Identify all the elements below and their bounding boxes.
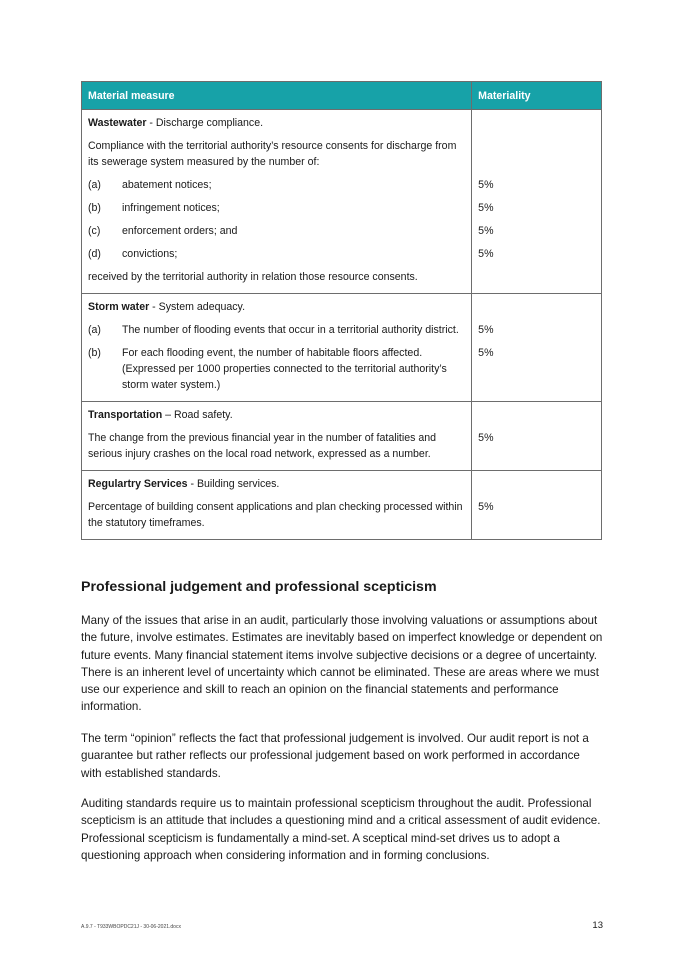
table-row [82,170,602,193]
wastewater-outro: received by the territorial authority in relation those resource consents. [82,262,472,294]
regulatory-title: Regulartry Services [88,478,188,490]
list-item: (a) abatement notices; [88,179,212,191]
material-measures-table [81,81,602,540]
wastewater-subtitle: - Discharge compliance. [146,117,264,129]
list-item: (b) For each flooding event, the number of habitable floors affected. (Expressed per 1000 properties connected to the territorial authority’s storm water system.) [88,347,447,391]
regulatory-text: Percentage of building consent applications and plan checking processed within the statutory timeframes. [82,492,472,540]
list-item: (a) The number of flooding events that occur in a territorial authority district. [88,324,459,336]
wastewater-title: Wastewater [88,117,147,129]
table-row [82,294,602,316]
materiality-value: 5% [472,315,602,338]
footer-document-reference: A.9.7 - T933WBOPDC21J - 30-06-2021.docx [81,924,181,930]
paragraph: The term “opinion” reflects the fact that professional judgement is involved. Our audit report is not a guarantee but rather reflects our professional judgement based on work performed in accordance with established standards. [81,732,589,780]
table-row [82,239,602,262]
materiality-value: 5% [472,423,602,471]
materiality-value: 5% [472,492,602,540]
materiality-value: 5% [472,170,602,193]
transportation-text: The change from the previous financial year in the number of fatalities and serious injury crashes on the local road network, expressed as a number. [82,423,472,471]
table-row [82,193,602,216]
materiality-value: 5% [472,239,602,262]
stormwater-subtitle: - System adequacy. [149,301,246,313]
wastewater-intro: Compliance with the territorial authority’s resource consents for discharge from its sewerage system measured by the number of: [82,131,472,170]
table-row [82,402,602,424]
transportation-title: Transportation [88,409,163,421]
table-row [82,338,602,402]
list-item: (c) enforcement orders; and [88,225,238,237]
list-item: (b) infringement notices; [88,202,220,214]
table-row [82,423,602,471]
stormwater-title: Storm water [88,301,150,313]
page-number: 13 [592,920,603,931]
header-material-measure: Material measure [82,82,472,110]
paragraph: Auditing standards require us to maintain professional scepticism throughout the audit. Professional scepticism is an attitude that includes a questioning mind and a critical assessment of audit evidence. Professional scepticism is fundamentally a mind-set. A sceptical mind-set drives us to adopt a questioning approach when considering information and in forming conclusions. [81,797,601,862]
list-item: (d) convictions; [88,248,178,260]
section-heading: Professional judgement and professional scepticism [81,579,437,595]
table-row [82,262,602,294]
materiality-value: 5% [472,216,602,239]
paragraph: Many of the issues that arise in an audit, particularly those involving valuations or assumptions about the future, involve estimates. Estimates are inevitably based on imperfect knowledge or dependent on future events. Many financial statement items involve subjective decisions or a degree of uncertainty. There is an inherent level of uncertainty which cannot be eliminated. These are areas where we must use our experience and skill to reach an opinion on the financial statements and performance information. [81,614,603,714]
regulatory-subtitle: - Building services. [187,478,280,490]
materiality-value: 5% [472,193,602,216]
table-row [82,471,602,493]
table-row [82,492,602,540]
table-row [82,315,602,338]
table-row [82,110,602,132]
table-row [82,216,602,239]
transportation-subtitle: – Road safety. [162,409,233,421]
header-materiality: Materiality [472,82,602,110]
table-row [82,131,602,170]
table-header-row [82,82,602,110]
materiality-value: 5% [472,338,602,402]
